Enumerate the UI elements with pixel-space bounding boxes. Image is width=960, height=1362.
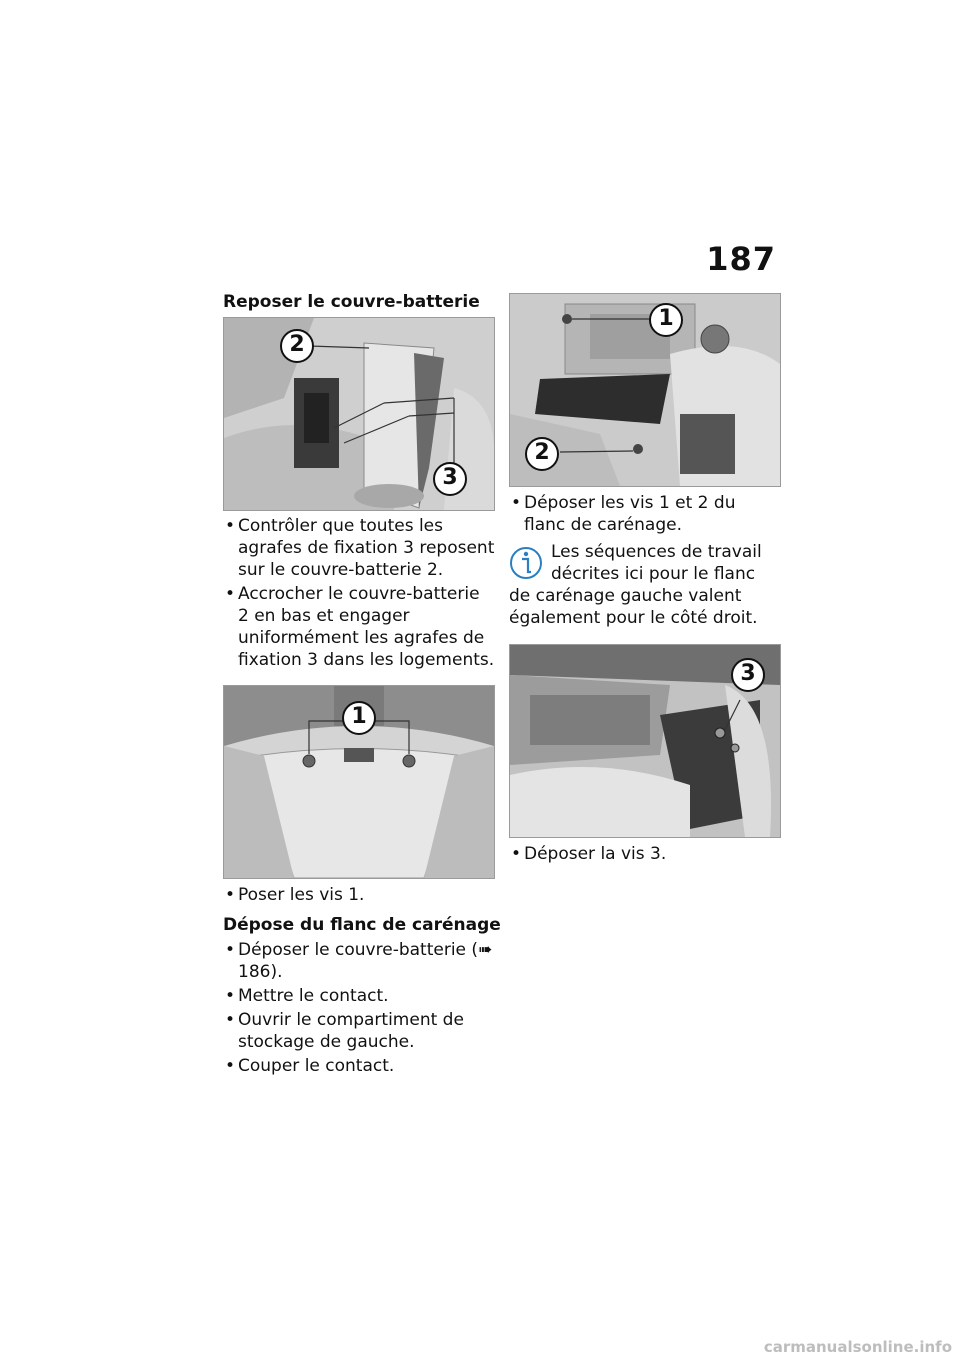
list-item: • Déposer la vis 3. [511,843,781,865]
list-item: • Contrôler que toutes les agrafes de fixation 3 reposent sur le couvre-batterie 2. [225,515,495,581]
figure-screws-front [223,685,495,879]
list-item: • Poser les vis 1. [225,884,495,906]
page-number: 187 [706,240,776,278]
steps-list [225,939,495,1077]
callout-label: 2 [289,332,305,357]
callout-circle [524,436,560,472]
figure-battery-cover [223,317,495,511]
note-text: Les séquences de travail décrites ici pour le flanc de carénage gauche valent également pour le côté droit. [509,542,762,628]
callout-circle [648,302,684,338]
callout-circle [730,657,766,693]
steps-list [225,515,495,671]
watermark: carmanualsonline.info [763,1338,952,1356]
section-title-depose: Dépose du flanc de carénage [223,915,501,935]
steps-list [225,884,495,906]
callout-circle [341,700,377,736]
list-item: • Mettre le contact. [225,985,495,1007]
section-title-reposer: Reposer le couvre-batterie [223,292,480,312]
list-item: • Couper le contact. [225,1055,495,1077]
callout-circle [432,461,468,497]
figure-side-screw [509,644,781,838]
list-item: • Déposer le couvre-batterie (➠ 186). [225,939,495,983]
callout-label: 2 [534,440,550,465]
list-item: • Ouvrir le compartiment de stockage de gauche. [225,1009,495,1053]
figure-fairing-screws [509,293,781,487]
info-note [509,541,779,629]
list-item: • Accrocher le couvre-batterie 2 en bas et engager uniformément les agrafes de fixation 3 dans les logements. [225,583,495,671]
callout-label: 3 [740,661,756,686]
steps-list [511,843,781,865]
steps-list [511,492,781,536]
list-item: • Déposer les vis 1 et 2 du flanc de carénage. [511,492,781,536]
info-icon [509,543,543,583]
callout-label: 1 [351,704,367,729]
callout-circle [279,328,315,364]
callout-label: 1 [658,306,674,331]
callout-label: 3 [442,465,458,490]
